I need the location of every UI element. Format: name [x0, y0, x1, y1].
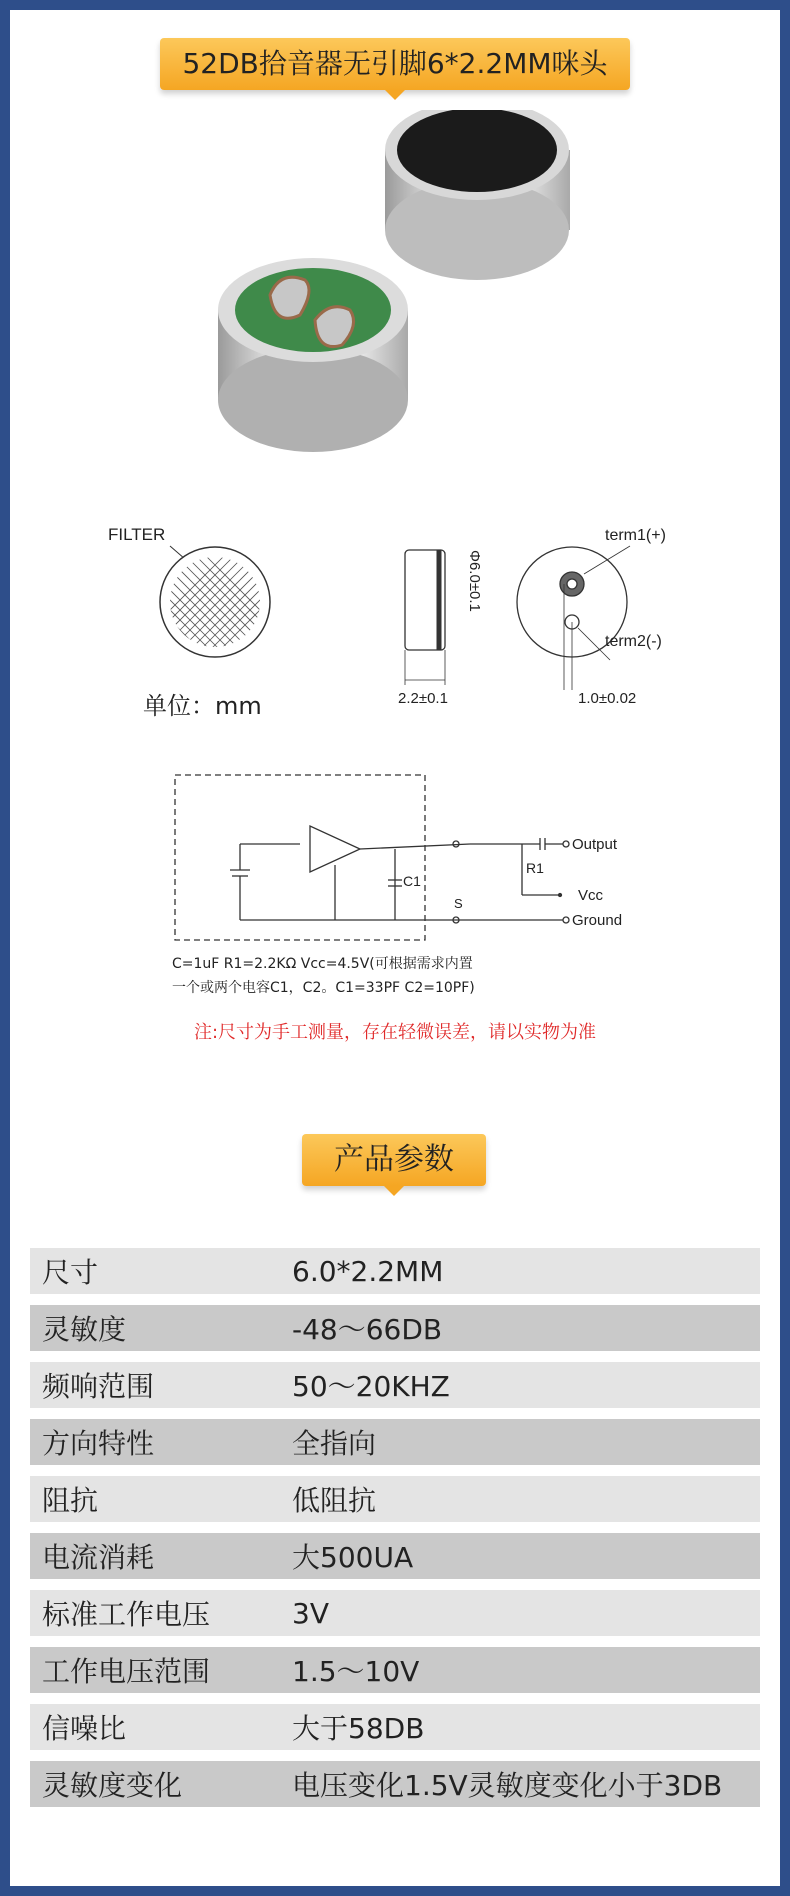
params-banner: [302, 1134, 486, 1186]
circuit-caption-1: C=1uF R1=2.2KΩ Vcc=4.5V(可根据需求内置: [172, 956, 473, 972]
output-label: Output: [572, 836, 618, 853]
title-banner: [160, 38, 630, 90]
spec-row: [30, 1305, 760, 1351]
spec-value: 全指向: [292, 1427, 377, 1460]
params-title: 产品参数: [334, 1142, 454, 1177]
spec-row: [30, 1248, 760, 1294]
spec-label: 电流消耗: [42, 1541, 155, 1574]
filter-label: FILTER: [108, 525, 166, 544]
spec-row: [30, 1704, 760, 1750]
spec-row: [30, 1590, 760, 1636]
vcc-label: Vcc: [578, 887, 604, 904]
spec-label: 阻抗: [42, 1484, 99, 1517]
spec-value: 1.5～10V: [292, 1655, 420, 1688]
spec-row: [30, 1761, 760, 1807]
spec-row: [30, 1362, 760, 1408]
circuit-diagram: [160, 760, 660, 980]
s-label: S: [454, 896, 463, 911]
spec-label: 工作电压范围: [42, 1655, 211, 1688]
spec-label: 灵敏度: [42, 1313, 127, 1346]
ground-label: Ground: [572, 912, 623, 929]
bottom-view: [517, 546, 630, 690]
term1-label: term1(+): [605, 527, 666, 544]
spec-row: [30, 1533, 760, 1579]
spec-label: 尺寸: [42, 1256, 99, 1289]
spec-label: 灵敏度变化: [42, 1769, 183, 1802]
dim-diameter: Φ6.0±0.1: [466, 550, 483, 612]
circuit-caption-2: 一个或两个电容C1，C2。C1=33PF C2=10PF): [172, 980, 475, 996]
spec-value: 50～20KHZ: [292, 1370, 450, 1403]
mic-front-view: [385, 110, 570, 280]
spec-table: [30, 1248, 760, 1818]
spec-row: [30, 1419, 760, 1465]
spec-row: [30, 1647, 760, 1693]
product-photo: [200, 110, 600, 490]
spec-value: 低阻抗: [292, 1484, 377, 1517]
spec-label: 标准工作电压: [42, 1598, 211, 1631]
spec-value: 大于58DB: [292, 1712, 425, 1745]
term2-label: term2(-): [605, 633, 662, 650]
mic-back-view: [218, 258, 408, 452]
measurement-note: 注:尺寸为手工测量，存在轻微误差，请以实物为准: [193, 1022, 597, 1043]
c1-label: C1: [403, 873, 421, 889]
dim-height: 2.2±0.1: [398, 690, 448, 707]
spec-label: 方向特性: [42, 1427, 155, 1460]
spec-value: 大500UA: [292, 1541, 414, 1574]
side-view: [405, 550, 445, 685]
product-title: 52DB拾音器无引脚6*2.2MM咪头: [182, 47, 608, 80]
spec-value: 6.0*2.2MM: [292, 1254, 444, 1288]
dim-pitch: 1.0±0.02: [578, 690, 637, 707]
spec-row: [30, 1476, 760, 1522]
spec-label: 信噪比: [42, 1712, 127, 1745]
r1-label: R1: [526, 860, 544, 876]
filter-mesh: [100, 547, 320, 670]
spec-label: 频响范围: [42, 1370, 155, 1403]
unit-label: 单位：mm: [143, 692, 262, 720]
spec-value: 3V: [292, 1596, 329, 1630]
spec-value: -48～66DB: [292, 1313, 443, 1346]
spec-value: 电压变化1.5V灵敏度变化小于3DB: [292, 1769, 723, 1802]
